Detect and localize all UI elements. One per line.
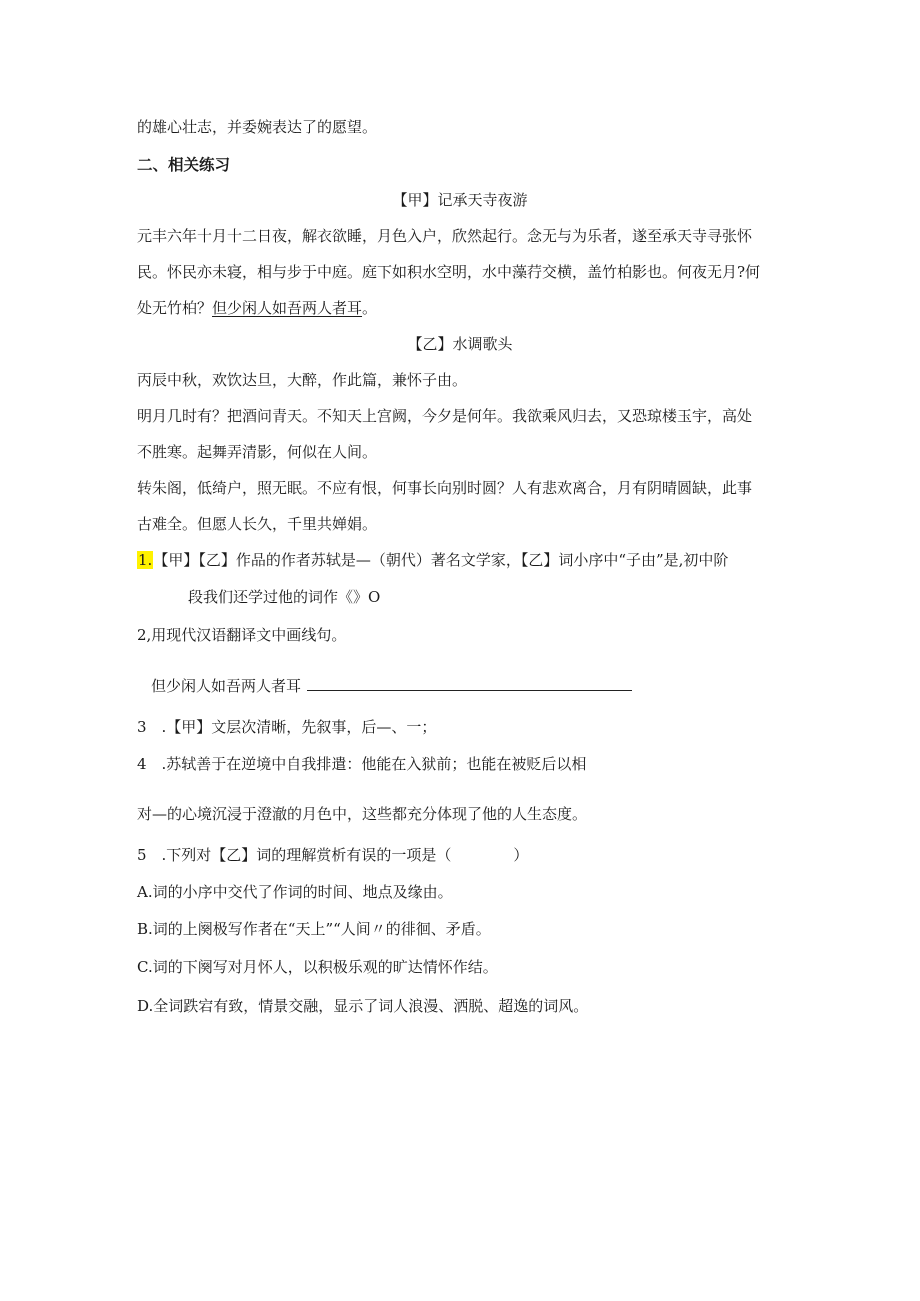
- section-heading: 二、相关练习: [137, 156, 231, 174]
- underlined-sentence: 但少闲人如吾两人者耳: [212, 299, 363, 317]
- question-5: [137, 845, 528, 865]
- intro-tail-line: 的雄心壮志，并委婉表达了的愿望。: [137, 118, 378, 136]
- option-d: D.全词跌宕有致，情景交融，显示了词人浪漫、洒脱、超逸的词风。: [137, 997, 589, 1015]
- question-2-prompt: 但少闲人如吾两人者耳: [151, 677, 302, 695]
- yi-preface: 丙辰中秋，欢饮达旦，大醉，作此篇，兼怀子由。: [137, 371, 468, 389]
- jia-line-1: 元丰六年十月十二日夜，解衣欲睡，月色入户，欣然起行。念无与为乐者，遂至承天寺寻张怀: [137, 227, 753, 245]
- question-1-number: 1.: [138, 551, 153, 569]
- question-5-start: 5 .下列对【乙】词的理解赏析有误的一项是（: [137, 846, 452, 864]
- question-4: 4 .苏轼善于在逆境中自我排遣：他能在入狱前；也能在被贬后以相: [137, 755, 587, 773]
- question-4-continued: 对—的心境沉浸于澄澈的月色中，这些都充分体现了他的人生态度。: [137, 805, 588, 823]
- question-2-answer-row: [151, 676, 632, 696]
- option-c: C.词的下阕写对月怀人，以积极乐观的旷达情怀作结。: [137, 958, 498, 976]
- jia-line-3-end: 。: [362, 299, 378, 317]
- jia-line-3: [137, 298, 377, 318]
- yi-line-4: 古难全。但愿人长久，千里共婵娟。: [137, 515, 378, 533]
- jia-line-2: 民。怀民亦未寝，相与步于中庭。庭下如积水空明，水中藻荇交横，盖竹柏影也。何夜无月?何: [137, 263, 761, 281]
- question-1: [137, 550, 728, 570]
- yi-line-3: 转朱阁，低绮户，照无眠。不应有恨，何事长向别时圆？人有悲欢离合，月有阴晴圆缺，此事: [137, 479, 753, 497]
- yi-line-1: 明月几时有？把酒问青天。不知天上宫阙，今夕是何年。我欲乘风归去，又恐琼楼玉宇，高处: [137, 407, 753, 425]
- question-3: 3 .【甲】文层次清晰，先叙事，后—、一；: [137, 718, 437, 736]
- answer-blank-line[interactable]: [307, 676, 632, 691]
- question-2: 2,用现代汉语翻译文中画线句。: [137, 626, 347, 644]
- jia-line-3-start: 处无竹柏？: [137, 299, 213, 317]
- question-1-continued: 段我们还学过他的词作《》O: [188, 588, 381, 606]
- yi-title: 【乙】水调歌头: [407, 335, 513, 353]
- question-1-text: 【甲】【乙】作品的作者苏轼是—（朝代）著名文学家，【乙】词小序中“子由”是,初中阶: [153, 551, 729, 569]
- jia-title: 【甲】记承天寺夜游: [392, 191, 528, 209]
- option-b: B.词的上阕极写作者在“天上”“人间〃的徘徊、矛盾。: [137, 920, 491, 938]
- question-5-end: ）: [513, 846, 529, 864]
- option-a: A.词的小序中交代了作词的时间、地点及缘由。: [137, 883, 453, 901]
- yi-line-2: 不胜寒。起舞弄清影，何似在人间。: [137, 443, 378, 461]
